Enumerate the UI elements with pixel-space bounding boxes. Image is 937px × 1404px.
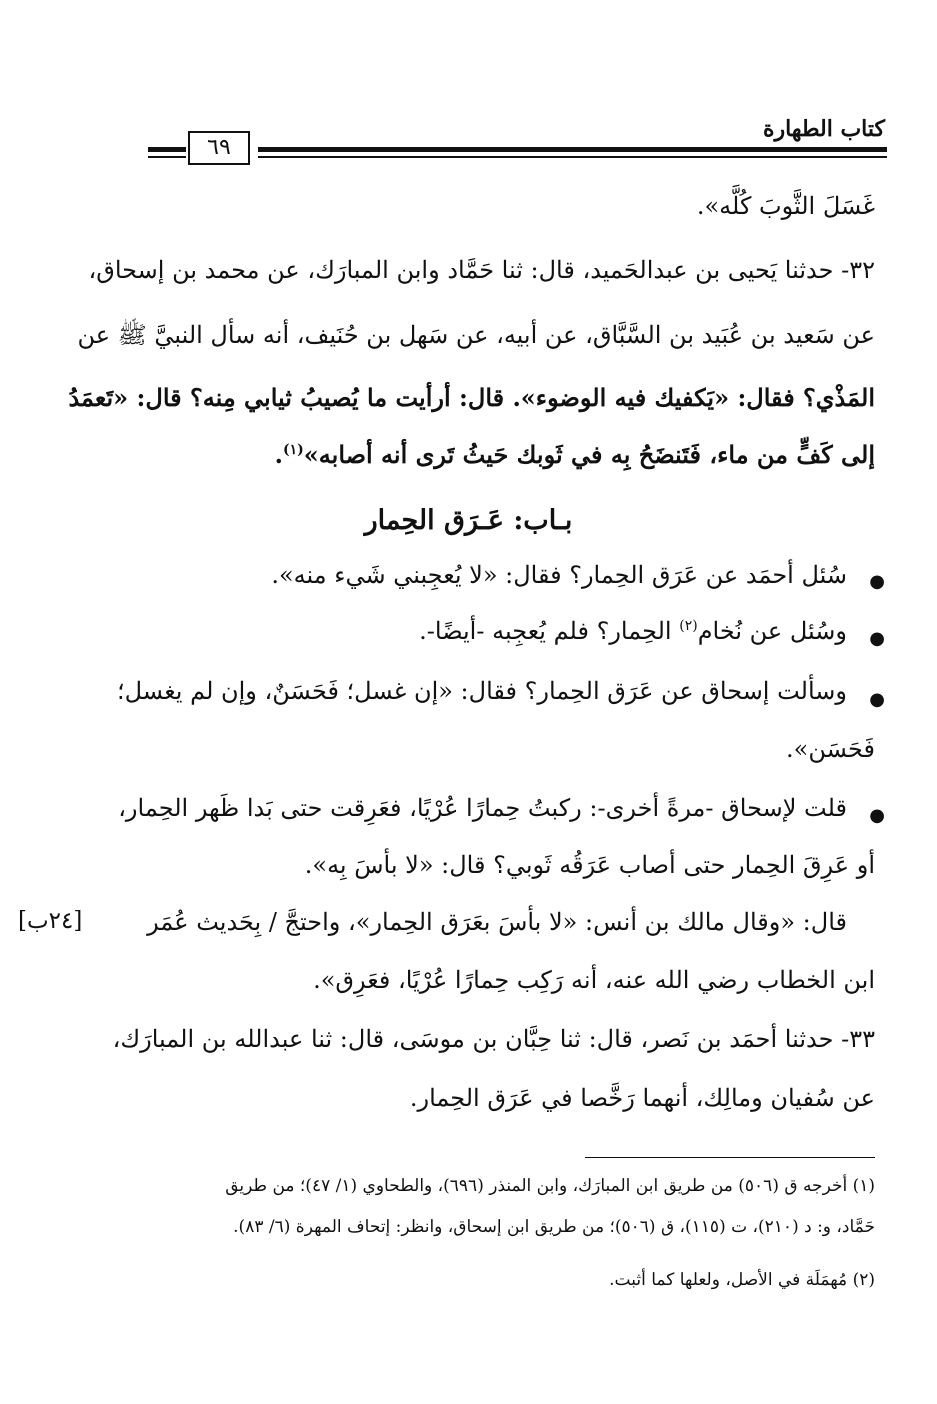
bullet-icon: ●	[869, 571, 885, 592]
page-number: ٦٩	[188, 131, 250, 165]
hadith-32-line-3: المَذْي؟ فقال: «يَكفيك فيه الوضوء». قال: أرأيت ما يُصيبُ ثيابي مِنه؟ قال: «تَعمَدُ	[68, 383, 875, 412]
hadith-32-line-1: ٣٢- حدثنا يَحيى بن عبدالحَميد، قال: ثنا حَمَّاد وابن المبارَك، عن محمد بن إسحاق،	[88, 256, 875, 284]
bullet-icon: ●	[869, 805, 885, 826]
footnote-1-line-2: حَمَّاد، و: د (٢١٠)، ت (١١٥)، ق (٥٠٦)؛ من طريق ابن إسحاق، وانظر: إتحاف المهرة (٦/ ٨٣).	[233, 1217, 875, 1237]
bullet-4-line-1: قلت لإسحاق -مرةً أخرى-: ركبتُ حِمارًا عُرْيًا، فعَرِقت حتى بَدا ظَهر الحِمار،	[118, 794, 847, 822]
bullet-icon: ●	[869, 689, 885, 710]
running-title: كتاب الطهارة	[762, 116, 885, 142]
hadith-32-line-4	[62, 440, 875, 469]
bullet-3-line-2: فَحَسَن».	[786, 735, 875, 763]
footnote-2: (٢) مُهمَلَة في الأصل، ولعلها كما أثبت.	[609, 1270, 875, 1290]
manuscript-folio-ref: [٢٤ب]	[18, 908, 83, 934]
header-rule-left-thick	[148, 147, 186, 152]
bullet-3-line-1: وسألت إسحاق عن عَرَق الحِمار؟ فقال: «إن غسل؛ فَحَسَنٌ، وإن لم يغسل؛	[117, 677, 847, 705]
bullet-2-text	[62, 617, 847, 645]
text-line-1: غَسَلَ الثَّوبَ كُلَّه».	[696, 192, 875, 220]
footnote-ref-1: (١)	[282, 442, 304, 458]
bullet-4-line-2: أو عَرِقَ الحِمار حتى أصاب عَرَقُه ثَوبي؟ قال: «لا بأسَ بِه».	[304, 851, 875, 879]
bullet-2-text-b: الحِمار؟ فلم يُعجِبه -أيضًا-.	[419, 617, 680, 645]
bullet-2-text-a: وسُئل عن نُخام	[697, 617, 847, 645]
hadith-32-line-4-end: .	[274, 440, 283, 469]
header-rule-right-thick	[258, 147, 887, 152]
malik-quote-line-1: قال: «وقال مالك بن أنس: «لا بأسَ بعَرَق الحِمار»، واحتجَّ / بِحَديث عُمَر	[147, 908, 847, 936]
footnote-separator	[585, 1157, 875, 1158]
bullet-icon: ●	[869, 628, 885, 649]
malik-quote-line-2: ابن الخطاب رضي الله عنه، أنه رَكِب حِمارًا عُرْيًا، فعَرِق».	[313, 966, 875, 994]
footnote-ref-2: (٢)	[679, 618, 698, 634]
header-rule-left-thin	[148, 156, 186, 158]
footnote-1-line-1: (١) أخرجه ق (٥٠٦) من طريق ابن المبارَك، وابن المنذر (٦٩٦)، والطحاوي (١/ ٤٧)؛ من طريق	[225, 1176, 875, 1196]
header-rule-right-thin	[258, 156, 887, 158]
hadith-33-line-2: عن سُفيان ومالِك، أنهما رَخَّصا في عَرَق الحِمار.	[409, 1084, 875, 1112]
chapter-heading: بـاب: عَـرَق الحِمار	[364, 505, 573, 536]
hadith-33-line-1: ٣٣- حدثنا أحمَد بن نَصر، قال: ثنا حِبَّان بن موسَى، قال: ثنا عبدالله بن المبارَك،	[112, 1025, 875, 1053]
hadith-32-line-2: عن سَعيد بن عُبَيد بن السَّبَّاق، عن أبيه، عن سَهل بن حُنَيف، أنه سأل النبيَّ ﷺ عن	[77, 321, 875, 349]
bullet-1-text: سُئل أحمَد عن عَرَق الحِمار؟ فقال: «لا يُعجِبني شَيء منه».	[271, 561, 847, 589]
hadith-32-line-4-text: إلى كَفٍّ من ماء، فَتَنضَحُ بِه في ثَوبك حَيثُ تَرى أنه أصابه»	[303, 440, 875, 469]
